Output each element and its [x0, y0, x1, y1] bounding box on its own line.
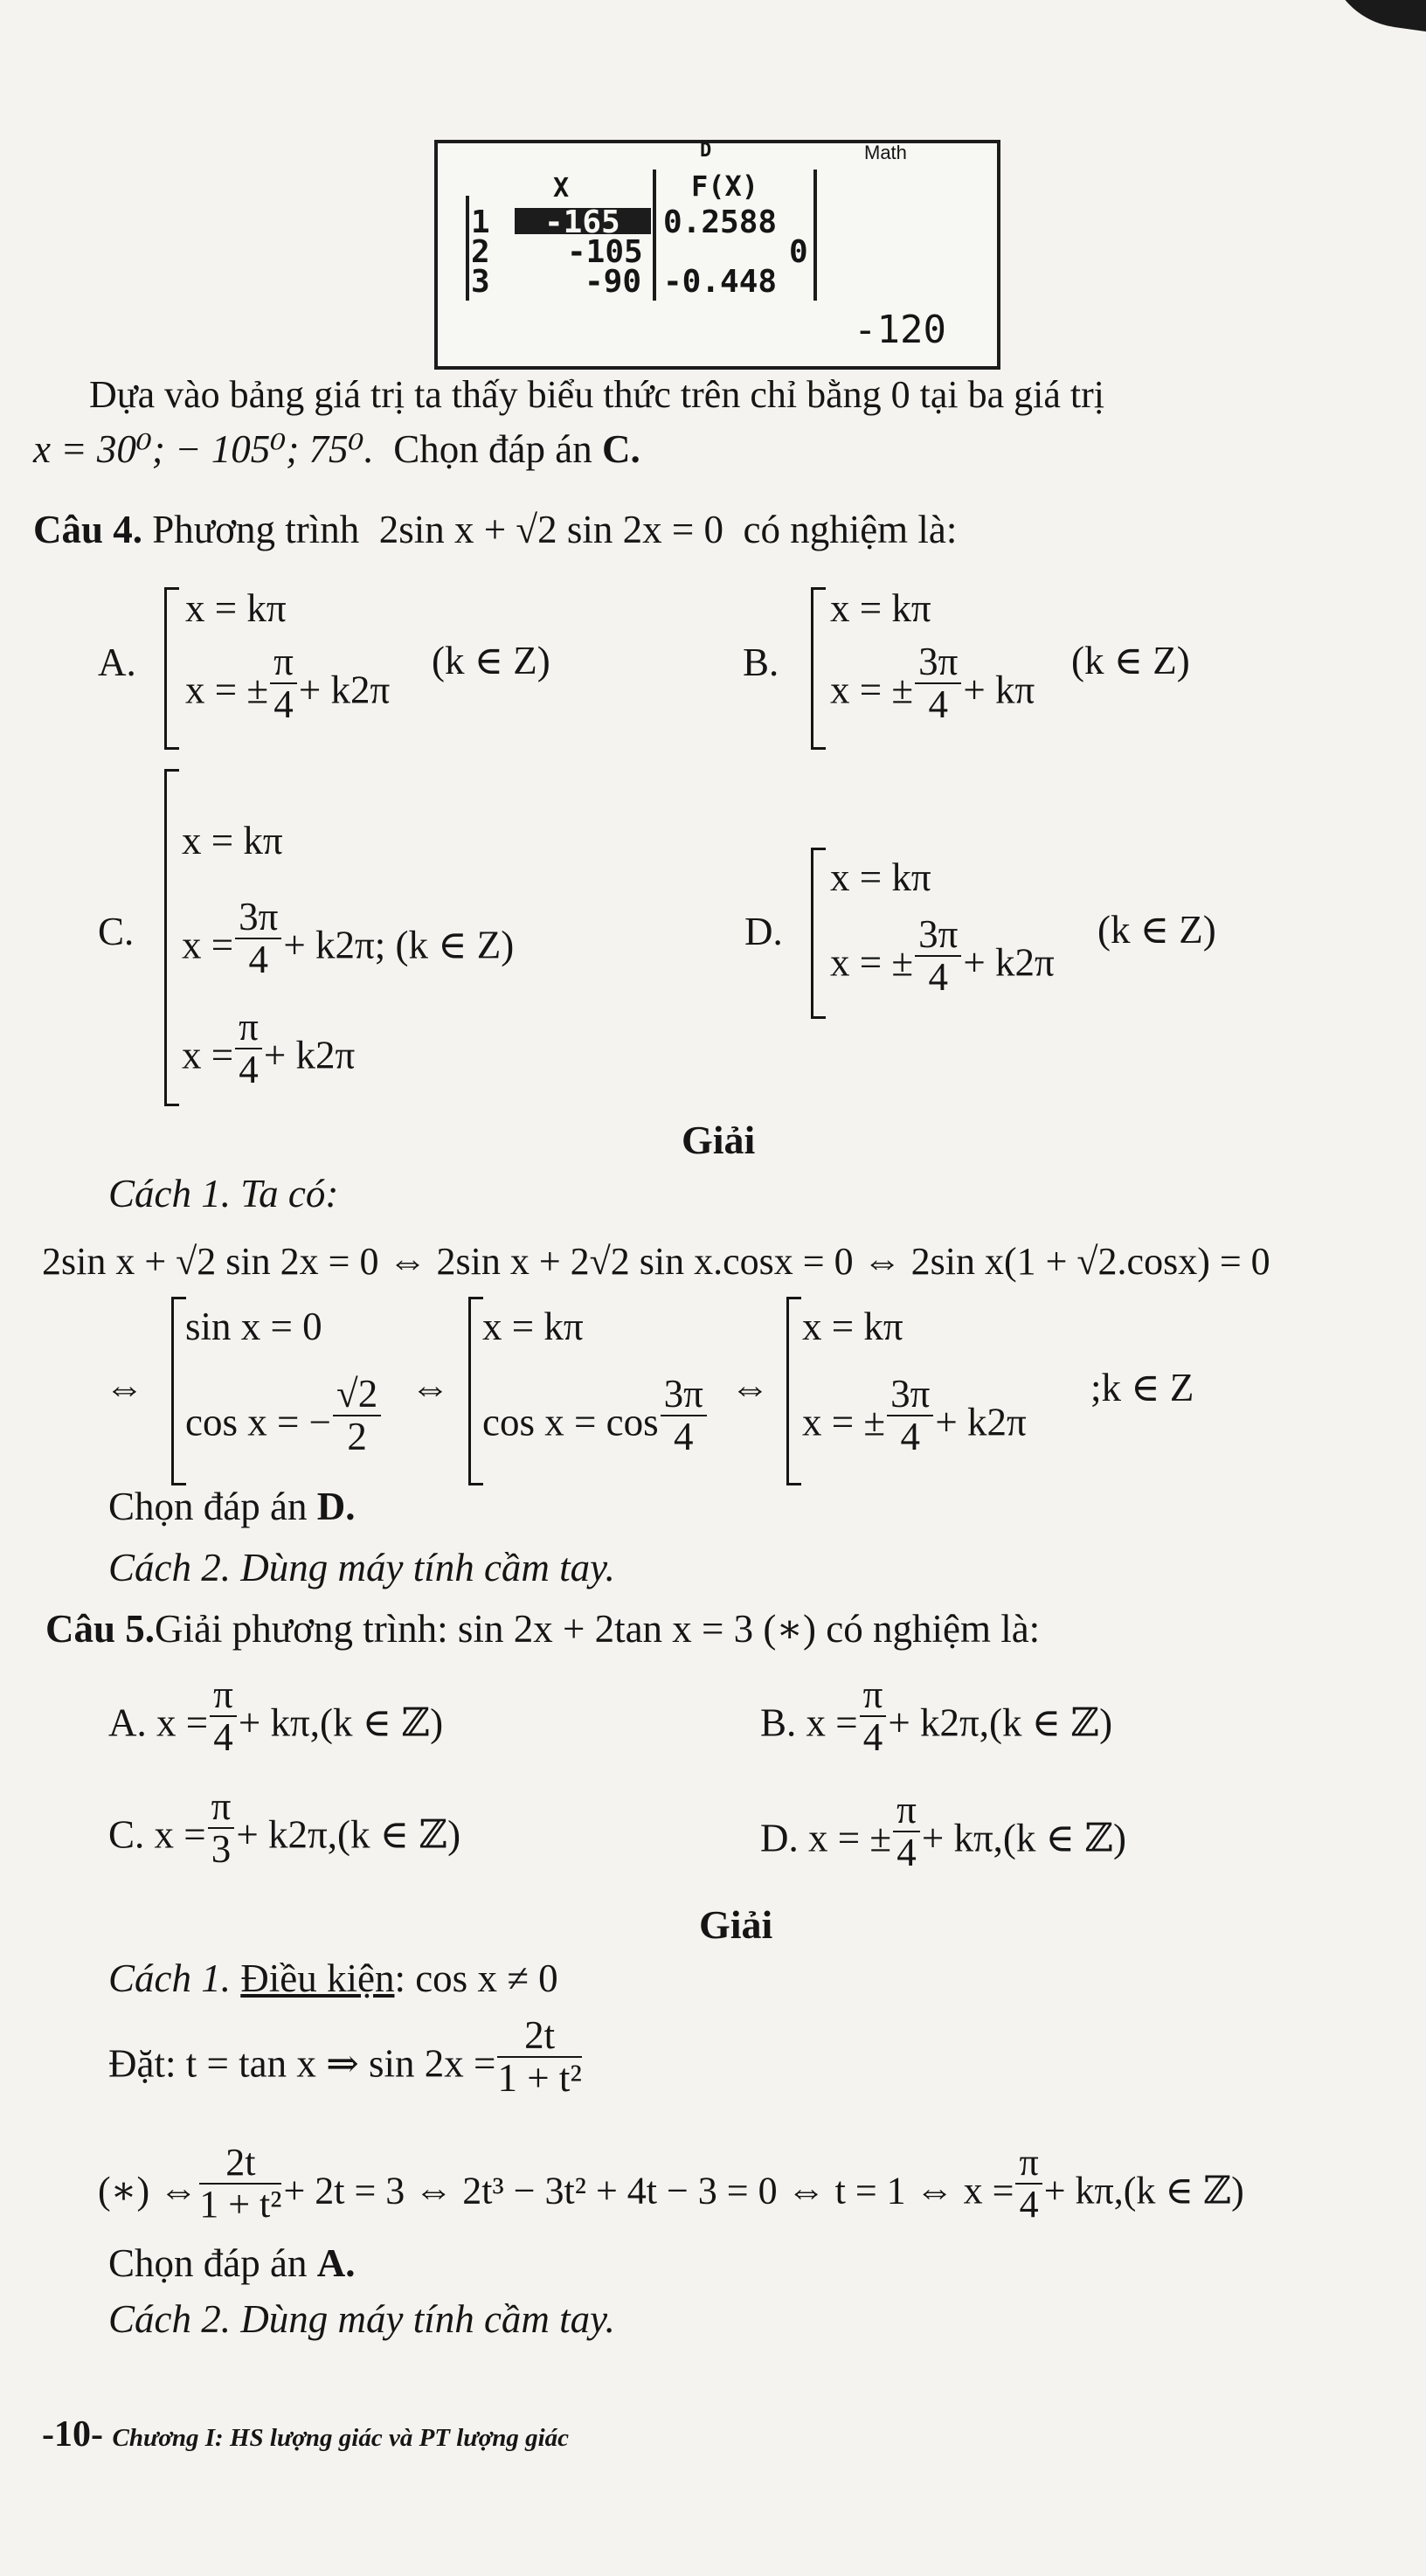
s1-bracket	[171, 1297, 186, 1485]
q4-option-a-label: A.	[98, 641, 136, 684]
q4-option-a-bracket	[164, 587, 179, 750]
q5-solution-title: Giải	[699, 1902, 773, 1947]
s2-line2: cos x = cos $\frac{3\pi}{4}$	[482, 1395, 709, 1458]
calc-mode: Math	[864, 142, 907, 163]
q4-heading: Câu 4. Phương trình 2sin x + √2 sin 2x = 0 có nghiệm là:	[33, 508, 958, 551]
q5-option-d: D. x = ± $\frac{\pi}{4}$ + kπ,(k ∈ ℤ)	[760, 1788, 1127, 1875]
page-corner-shadow	[1317, 0, 1426, 36]
q5-substitution: Đặt: t = tan x ⇒ sin 2x = $\frac{2t}{\text{1 + t²}}$	[108, 2013, 582, 2101]
q4-option-b-line2: x = ± $\frac{3\pi}{4}$ + kπ	[830, 640, 1035, 727]
q4-option-c-line3: x = $\frac{\pi}{4}$ + k2π	[182, 1005, 356, 1092]
page-footer	[42, 2413, 569, 2455]
calc-fx-1: 0.2588	[663, 204, 778, 240]
calc-fx-3: -0.448	[663, 264, 778, 300]
q5-condition: Cách 1. Điều kiện: cos x ≠ 0	[108, 1956, 558, 2000]
q4-option-a-line1: x = kπ	[185, 586, 287, 630]
calc-row-3: 3	[471, 264, 490, 300]
equiv-3: ⇔	[730, 1366, 770, 1409]
q4-option-d-cond: (k ∈ Z)	[1097, 908, 1216, 952]
q4-equation-line: 2sin x + √2 sin 2x = 0 ⇔ 2sin x + 2√2 sin x.cosx = 0 ⇔ 2sin x(1 + √2.cosx) = 0	[42, 1240, 1270, 1283]
q4-choose: Chọn đáp án D.	[108, 1485, 356, 1528]
chapter-title: Chương I: HS lượng giác và PT lượng giác	[112, 2424, 570, 2452]
equiv-1: ⇔	[105, 1366, 144, 1409]
q5-option-a: A. x = $\frac{\pi}{4}$ + kπ,(k ∈ ℤ)	[108, 1672, 444, 1760]
q4-option-d-line1: x = kπ	[830, 855, 931, 899]
calc-x-2: -105	[567, 234, 643, 270]
s3-line1: x = kπ	[802, 1305, 903, 1348]
s2-bracket	[468, 1297, 483, 1485]
calc-top-icon: D	[700, 140, 712, 162]
q4-option-a-cond: (k ∈ Z)	[432, 639, 550, 682]
equiv-2: ⇔	[411, 1366, 450, 1409]
calc-row-1: 1	[471, 204, 490, 240]
q5-heading: Câu 5.Giải phương trình: sin 2x + 2tan x = 3 (∗) có nghiệm là:	[45, 1607, 1041, 1651]
q4-option-c-line2: x = $\frac{3\pi}{4}$ + k2π; (k ∈ Z)	[182, 895, 515, 982]
q4-solution-title: Giải	[682, 1118, 756, 1162]
s3-bracket	[786, 1297, 801, 1485]
calc-col-x: X	[553, 173, 570, 204]
calc-fx-2: 0	[789, 234, 808, 270]
q5-option-b: B. x = $\frac{\pi}{4}$ + k2π,(k ∈ ℤ)	[760, 1672, 1113, 1760]
q4-option-a-line2: x = ± $\frac{\pi}{4}$ + k2π	[185, 640, 391, 727]
s3-cond: ;k ∈ Z	[1090, 1366, 1194, 1409]
q4-method1: Cách 1. Ta có:	[108, 1172, 339, 1215]
s1-line1: sin x = 0	[185, 1305, 322, 1348]
page-number: -10-	[42, 2414, 103, 2455]
q4-option-b-label: B.	[743, 641, 779, 684]
q5-equation-chain: (∗) ⇔ $\frac{2t}{\text{1 + t²}}$ + 2t = 3 ⇔ 2t³ − 3t² + 4t − 3 = 0 ⇔ t = 1 ⇔ x = $\frac{\pi}{4}$ + kπ,(k ∈ ℤ)	[98, 2141, 1244, 2226]
q4-option-b-line1: x = kπ	[830, 586, 931, 630]
q4-option-c-line1: x = kπ	[182, 819, 283, 862]
s1-line2: cos x = − $\frac{√2}{2}$	[185, 1395, 383, 1458]
q4-option-c-bracket	[164, 769, 179, 1106]
q4-option-b-bracket	[811, 587, 826, 750]
q4-option-b-cond: (k ∈ Z)	[1071, 639, 1190, 682]
calc-bottom-value: -120	[854, 308, 946, 352]
q4-option-c-label: C.	[98, 910, 135, 953]
calc-col-fx: F(X)	[691, 170, 759, 203]
s3-line2: x = ± $\frac{3\pi}{4}$ + k2π	[802, 1372, 1027, 1459]
q4-option-d-bracket	[811, 848, 826, 1019]
q5-option-c: C. x = $\frac{\pi}{3}$ + k2π,(k ∈ ℤ)	[108, 1784, 461, 1872]
calc-x-3: -90	[585, 264, 642, 300]
q4-option-d-line2: x = ± $\frac{3\pi}{4}$ + k2π	[830, 912, 1055, 1000]
q5-method2: Cách 2. Dùng máy tính cầm tay.	[108, 2297, 615, 2341]
intro-line-2: x = 30⁰; − 105⁰; 75⁰. Chọn đáp án C.	[33, 427, 640, 471]
calc-x-1: -165	[544, 204, 620, 240]
calculator-screen	[434, 140, 1000, 370]
s2-line1: x = kπ	[482, 1305, 584, 1348]
calc-row-2: 2	[471, 234, 490, 270]
intro-line-1: Dựa vào bảng giá trị ta thấy biểu thức trên chỉ bằng 0 tại ba giá trị	[89, 373, 1104, 416]
q4-method2: Cách 2. Dùng máy tính cầm tay.	[108, 1546, 615, 1589]
q4-option-d-label: D.	[744, 910, 783, 953]
q5-choose: Chọn đáp án A.	[108, 2241, 356, 2285]
